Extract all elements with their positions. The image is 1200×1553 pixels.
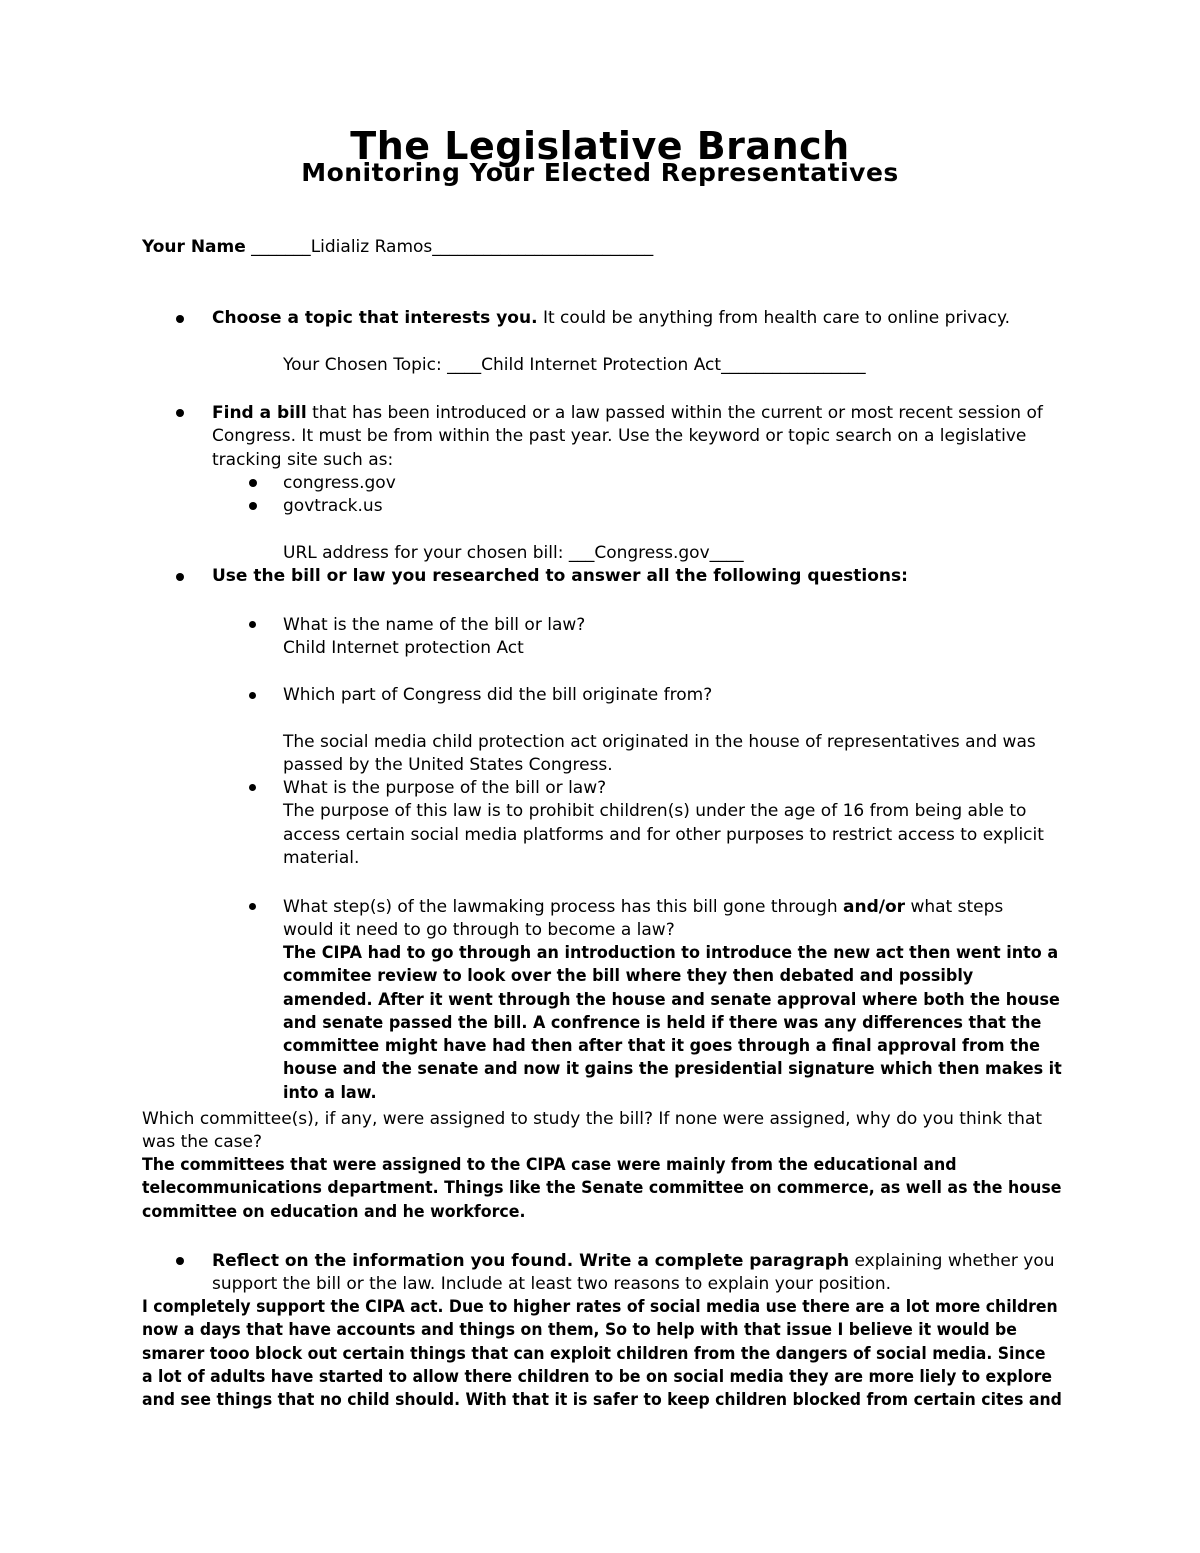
name-line	[142, 237, 653, 257]
question-text: Which committee(s), if any, were assigned to study the bill? If none were assigned, why do you think that	[142, 1109, 1043, 1129]
chosen-topic-value: Child Internet Protection Act	[481, 355, 722, 375]
answer-line: and senate passed the bill. A confrence is held if there was any differences that the	[283, 1012, 1042, 1033]
chosen-topic-prefix: ____	[447, 355, 482, 375]
question-text: would it need to go through to become a law?	[283, 920, 675, 941]
url-value: Congress.gov	[594, 543, 710, 563]
page-title: The Legislative Branch	[350, 124, 850, 168]
bullet-dot	[249, 502, 257, 510]
question-text: was the case?	[142, 1132, 262, 1153]
answer-line: access certain social media platforms and for other purposes to restrict access to explicit	[283, 824, 1044, 845]
bullet-dot	[249, 692, 256, 699]
question-text: What step(s) of the lawmaking process has this bill gone through	[283, 897, 844, 917]
bullet-dot	[176, 1257, 184, 1265]
question-text: What is the purpose of the bill or law?	[283, 778, 607, 798]
chosen-topic-suffix: _________________	[721, 355, 866, 375]
answer-line: The CIPA had to go through an introduction to introduce the new act then went into a	[283, 943, 1059, 963]
name-label: Your Name	[142, 237, 246, 257]
find-bill-bold: Find a bill	[212, 403, 307, 423]
find-bill-line: tracking site such as:	[212, 449, 394, 470]
bullet-dot	[249, 479, 257, 487]
question-3	[283, 777, 1044, 870]
reflect-answer	[142, 1296, 1062, 1412]
page-subtitle: Monitoring Your Elected Representatives	[301, 158, 899, 187]
topic-instruction	[212, 308, 1010, 328]
answer-4	[283, 942, 1062, 1105]
answer-line: The social media child protection act originated in the house of representatives and was	[283, 732, 1036, 752]
bullet-dot	[176, 315, 184, 323]
question-text: what steps	[905, 897, 1004, 917]
question-2: Which part of Congress did the bill originate from?	[283, 685, 713, 705]
url-suffix: ____	[709, 543, 744, 563]
answer-2	[283, 731, 1036, 778]
answer-line: amended. After it went through the house and senate approval where both the house	[283, 989, 1060, 1010]
chosen-topic-line	[283, 355, 866, 375]
answer-line: house and the senate and now it gains the presidential signature which then makes it	[283, 1059, 1062, 1080]
find-bill-line: Congress. It must be from within the past year. Use the keyword or topic search on a legislative	[212, 426, 1027, 447]
reflect-rest: explaining whether you	[849, 1251, 1055, 1271]
reflect-instruction	[212, 1250, 1055, 1297]
name-value: Lidializ Ramos	[310, 237, 433, 257]
answer-line: smarer tooo block out certain things that can exploit children from the dangers of social media. Since	[142, 1343, 1046, 1364]
bullet-dot	[249, 621, 256, 628]
answer-line: material.	[283, 847, 360, 868]
bullet-dot	[249, 784, 256, 791]
bullet-dot	[176, 573, 184, 581]
answer-line: telecommunications department. Things like the Senate committee on commerce, as well as the house	[142, 1178, 1062, 1199]
url-line	[283, 543, 744, 563]
site-govtrack: govtrack.us	[283, 496, 383, 516]
answer-line: passed by the United States Congress.	[283, 755, 613, 776]
question-4	[283, 896, 1003, 943]
find-bill-paragraph	[212, 402, 1043, 472]
answer-line: I completely support the CIPA act. Due to higher rates of social media use there are a lot more children	[142, 1297, 1058, 1317]
answer-line: The committees that were assigned to the CIPA case were mainly from the educational and	[142, 1155, 957, 1175]
answer-line: The purpose of this law is to prohibit children(s) under the age of 16 from being able to	[283, 801, 1027, 822]
reflect-bold: Reflect on the information you found. Write a complete paragraph	[212, 1251, 850, 1271]
answer-line: committee on education and he workforce.	[142, 1201, 526, 1222]
reflect-line2: support the bill or the law. Include at least two reasons to explain your position.	[212, 1274, 892, 1295]
question-text: What is the name of the bill or law?	[283, 615, 586, 635]
name-prefix: _______	[245, 237, 311, 257]
topic-bold: Choose a topic that interests you.	[212, 308, 538, 328]
question-5	[142, 1108, 1042, 1155]
answer-line: committee might have had then after that it goes through a final approval from the	[283, 1036, 1040, 1057]
topic-rest: It could be anything from health care to online privacy.	[537, 308, 1011, 328]
question-1	[283, 614, 585, 661]
answer-line: and see things that no child should. With that it is safer to keep children blocked from certain cites and	[142, 1390, 1062, 1411]
answer-5	[142, 1154, 1061, 1224]
question-emphasis: and/or	[843, 897, 906, 917]
url-prefix: ___	[568, 543, 595, 563]
url-label: URL address for your chosen bill:	[283, 543, 569, 563]
site-congress: congress.gov	[283, 473, 396, 493]
bullet-dot	[249, 903, 256, 910]
answer-line: into a law.	[283, 1082, 377, 1103]
name-suffix: __________________________	[432, 237, 654, 257]
find-bill-line: that has been introduced or a law passed within the current or most recent session of	[306, 403, 1043, 423]
answer-line: now a days that have accounts and things on them, So to help with that issue I believe it would be	[142, 1320, 1017, 1341]
answer-text: Child Internet protection Act	[283, 638, 524, 659]
research-heading: Use the bill or law you researched to answer all the following questions:	[212, 566, 908, 586]
answer-line: a lot of adults have started to allow there children to be on social media they are more liely to explore	[142, 1366, 1053, 1387]
chosen-topic-label: Your Chosen Topic:	[283, 355, 448, 375]
bullet-dot	[176, 409, 184, 417]
answer-line: commitee review to look over the bill where they then debated and possibly	[283, 966, 974, 987]
